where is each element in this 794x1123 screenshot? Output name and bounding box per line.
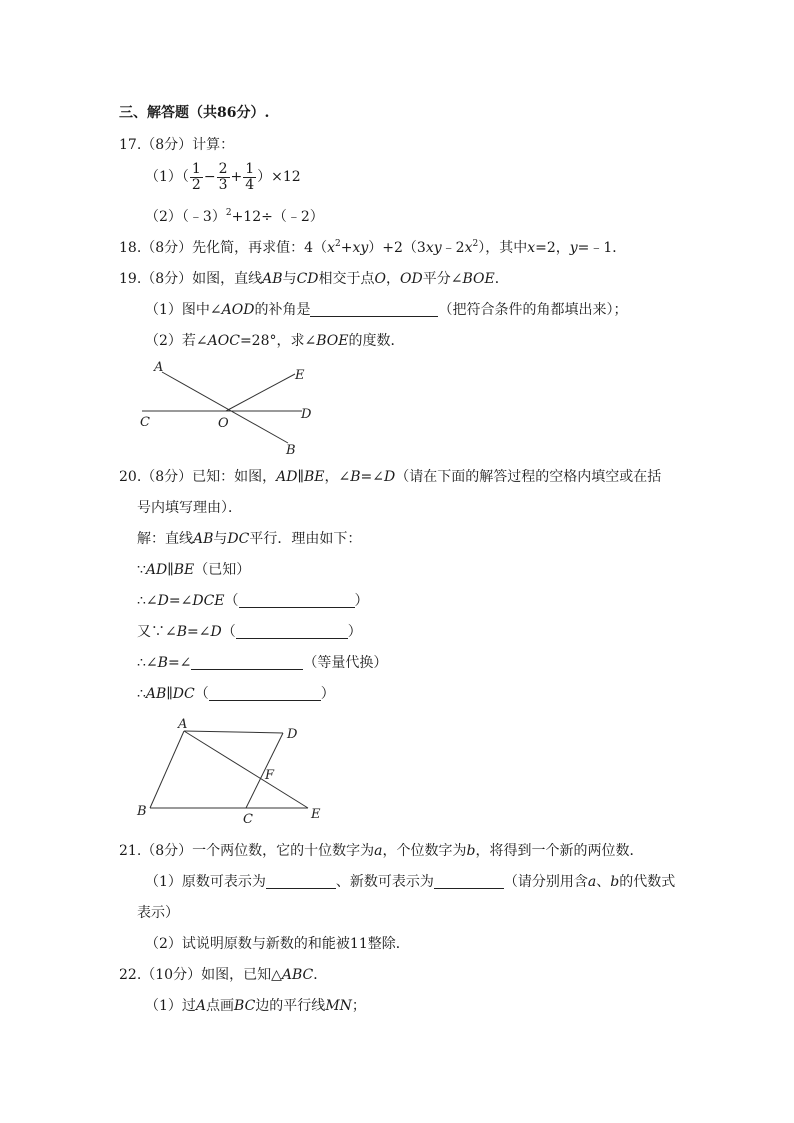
q19-part2: （2）若∠AOC=28°，求∠BOE的度数． — [145, 333, 405, 349]
q20-step5: ∴AB∥DC（ ） — [137, 686, 335, 702]
label-c: C — [243, 812, 253, 827]
segment-ab — [150, 731, 184, 808]
fraction-one-half: $\frac{1}{2}$ — [191, 160, 201, 193]
answer-blank[interactable] — [434, 874, 504, 889]
q18-text: 18.（8分）先化简，再求值：$4(x^2+xy)+2(3xy﹣2x^2)$，其中x=2，y=﹣1． — [119, 239, 627, 256]
q20-step1: ∵AD∥BE（已知） — [137, 562, 251, 578]
q20-solution: 解：直线AB与DC平行．理由如下： — [137, 531, 362, 547]
label-d: D — [301, 407, 312, 422]
label-b: B — [286, 443, 296, 458]
q20-step2: ∴∠D=∠DCE（ ） — [137, 593, 369, 609]
q21-part1: （1）原数可表示为 、新数可表示为 （请分别用含a、b的代数式 — [145, 874, 676, 890]
q19-part1: （1）图中∠AOD的补角是 （把符合条件的角都填出来）； — [145, 302, 628, 318]
label-e: E — [295, 368, 305, 383]
q22-text: 22.（10分）如图，已知△ABC． — [119, 967, 328, 983]
answer-blank[interactable] — [266, 874, 336, 889]
q22-part1: （1）过A点画BC边的平行线MN； — [145, 998, 366, 1014]
label-e: E — [311, 807, 321, 822]
q17-part2: （2）（﹣3）$^2$+12÷（﹣2） — [145, 208, 324, 225]
label-d: D — [287, 727, 298, 742]
label-a: A — [178, 717, 188, 732]
label-o: O — [218, 416, 229, 431]
label-b: B — [137, 804, 147, 819]
fraction-two-thirds: $\frac{2}{3}$ — [218, 160, 228, 193]
fraction-one-quarter: $\frac{1}{4}$ — [245, 160, 255, 193]
q21-part2: （2）试说明原数与新数的和能被11整除． — [145, 936, 410, 952]
section-title: 三、解答题（共86分）. — [119, 105, 270, 121]
q17-part1: （1）（ $\frac{1}{2}$ − $\frac{2}{3}$ + $\frac{1}{4}$ ）×12 — [145, 160, 301, 193]
segment-ad — [184, 731, 283, 733]
q20-text-line2: 号内填写理由）． — [137, 500, 242, 516]
q17-heading: 17.（8分）计算： — [119, 137, 235, 153]
q21-part1-line2: 表示） — [137, 905, 179, 921]
q21-text: 21.（8分）一个两位数，它的十位数字为a，个位数字为b，将得到一个新的两位数． — [119, 843, 644, 859]
q20-step4: ∴∠B=∠ （等量代换） — [137, 655, 388, 671]
label-c: C — [140, 415, 150, 430]
segment-ae — [184, 731, 308, 808]
q20-text: 20.（8分）已知：如图，AD∥BE，∠B=∠D（请在下面的解答过程的空格内填空或在括 — [119, 469, 662, 485]
q19-text: 19.（8分）如图，直线AB与CD相交于点O，OD平分∠BOE． — [119, 271, 509, 287]
label-f: F — [265, 768, 275, 783]
label-a: A — [154, 360, 164, 375]
q20-step3: 又∵∠B=∠D（ ） — [137, 624, 362, 640]
